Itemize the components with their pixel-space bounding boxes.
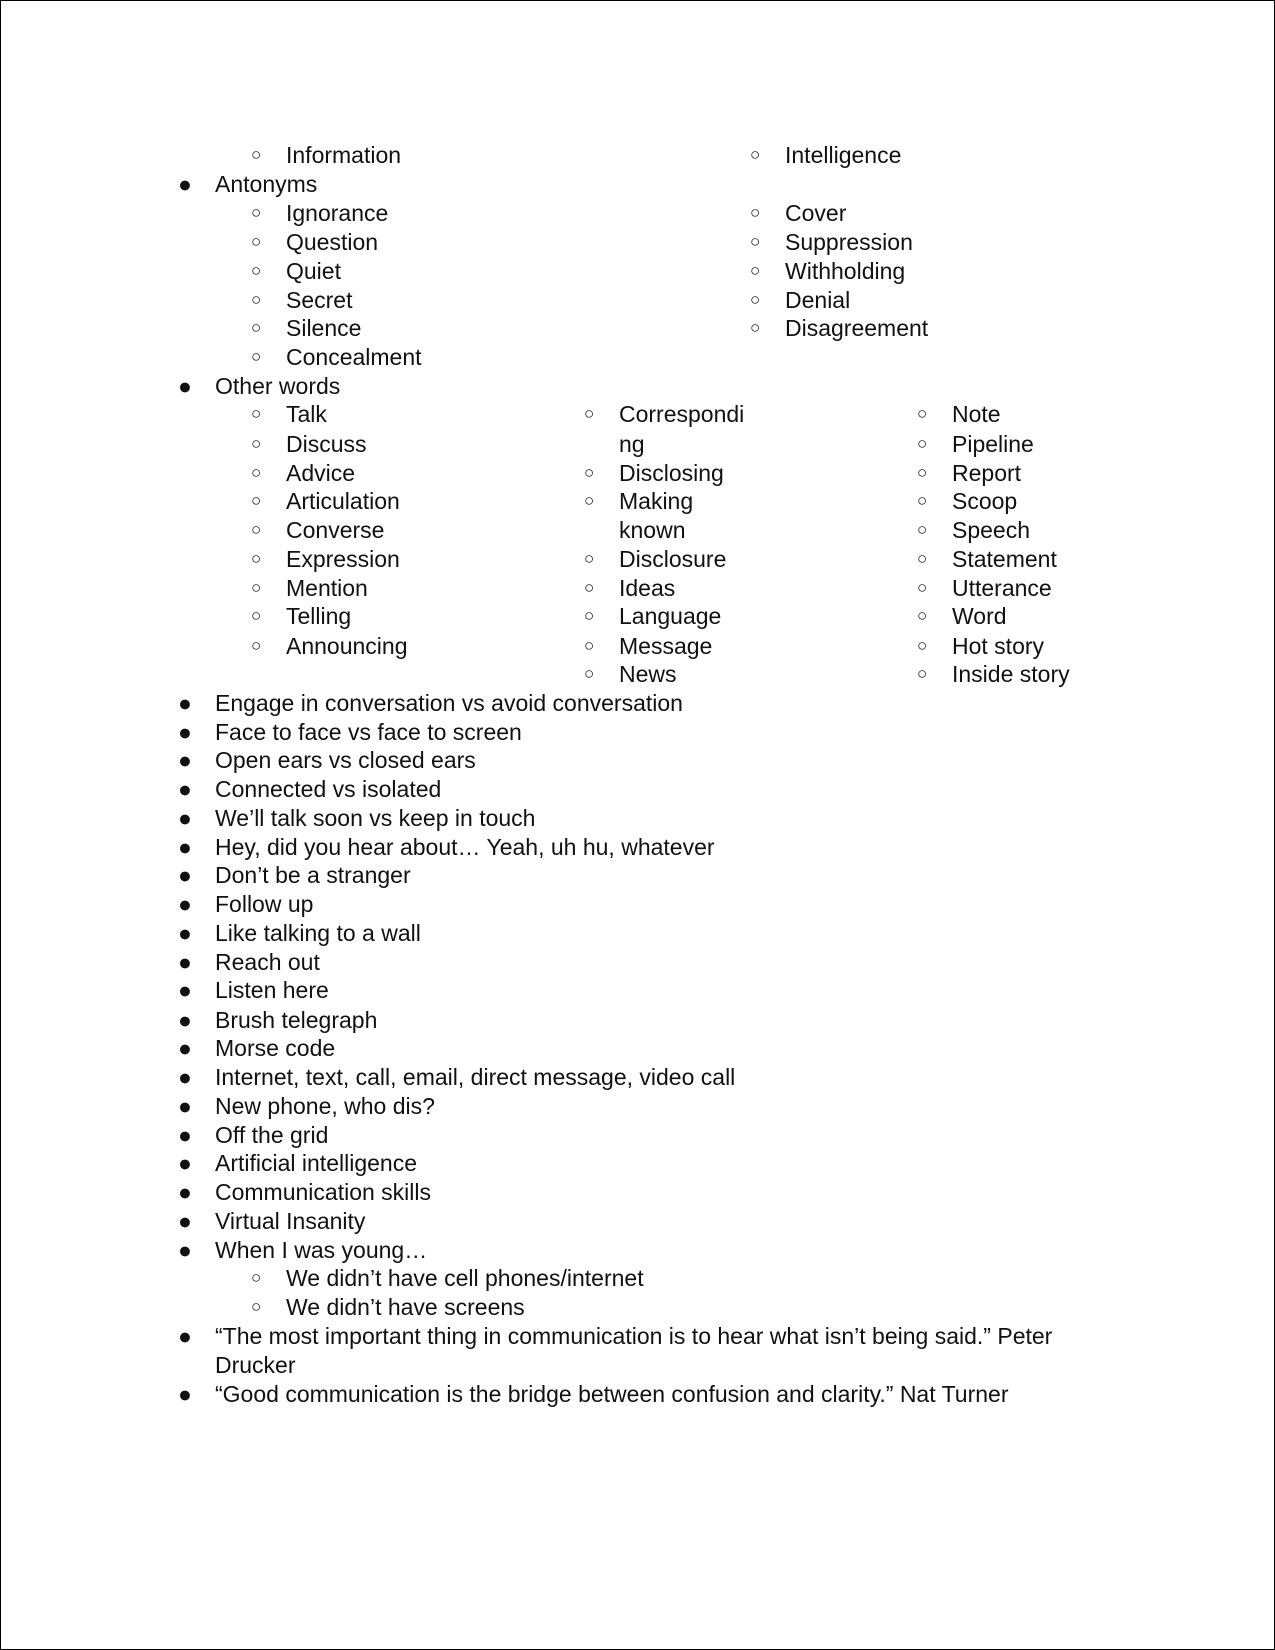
list-item-text: Like talking to a wall (215, 920, 421, 946)
list-item-text: ng (619, 431, 645, 457)
list-item-text: known (619, 517, 686, 543)
list-item-text: Mention (286, 575, 368, 601)
list-item-text: Disclosing (619, 460, 724, 486)
bullet-icon: ● (178, 1093, 192, 1119)
bullet-icon: ● (178, 1381, 192, 1407)
hollow-bullet-icon: ○ (251, 232, 262, 251)
hollow-bullet-icon: ○ (251, 491, 262, 510)
bullet-icon: ● (178, 891, 192, 917)
hollow-bullet-icon: ○ (251, 145, 262, 164)
hollow-bullet-icon: ○ (584, 636, 595, 655)
bullet-icon: ● (178, 747, 192, 773)
bullet-icon: ● (178, 1237, 192, 1263)
hollow-bullet-icon: ○ (251, 347, 262, 366)
hollow-bullet-icon: ○ (750, 318, 761, 337)
bullet-icon: ● (178, 862, 192, 888)
list-item-text: Concealment (286, 344, 422, 370)
list-item-text: Secret (286, 287, 353, 313)
bullet-icon: ● (178, 171, 192, 197)
bullet-icon: ● (178, 373, 192, 399)
hollow-bullet-icon: ○ (251, 290, 262, 309)
hollow-bullet-icon: ○ (584, 664, 595, 683)
bullet-icon: ● (178, 1208, 192, 1234)
list-item-text: Note (952, 401, 1001, 427)
list-item-text: Report (952, 460, 1022, 486)
list-item-text: We’ll talk soon vs keep in touch (215, 805, 536, 831)
list-item-text: Ignorance (286, 200, 389, 226)
hollow-bullet-icon: ○ (917, 463, 928, 482)
list-item-text: Suppression (785, 229, 913, 255)
hollow-bullet-icon: ○ (251, 636, 262, 655)
list-item-text: Converse (286, 517, 385, 543)
hollow-bullet-icon: ○ (251, 318, 262, 337)
list-item-text: Scoop (952, 488, 1018, 514)
bullet-icon: ● (178, 1035, 192, 1061)
hollow-bullet-icon: ○ (251, 606, 262, 625)
hollow-bullet-icon: ○ (251, 578, 262, 597)
hollow-bullet-icon: ○ (251, 463, 262, 482)
list-item-text: Making (619, 488, 694, 514)
list-item-text: Articulation (286, 488, 400, 514)
quote-text: “Good communication is the bridge between confusion and clarity.” Nat Turner (215, 1381, 1009, 1407)
bullet-icon: ● (178, 1007, 192, 1033)
bullet-icon: ● (178, 805, 192, 831)
list-item-text: Intelligence (785, 142, 902, 168)
hollow-bullet-icon: ○ (750, 232, 761, 251)
section-label: Other words (215, 373, 341, 399)
hollow-bullet-icon: ○ (251, 549, 262, 568)
list-item-text: Advice (286, 460, 356, 486)
hollow-bullet-icon: ○ (584, 404, 595, 423)
hollow-bullet-icon: ○ (750, 261, 761, 280)
list-item-text: Statement (952, 546, 1057, 572)
list-item-text: Brush telegraph (215, 1007, 378, 1033)
list-item-text: Language (619, 603, 722, 629)
list-item-text: We didn’t have cell phones/internet (286, 1265, 644, 1291)
hollow-bullet-icon: ○ (917, 434, 928, 453)
bullet-icon: ● (178, 1122, 192, 1148)
list-item-text: We didn’t have screens (286, 1294, 525, 1320)
hollow-bullet-icon: ○ (251, 434, 262, 453)
list-item-text: Virtual Insanity (215, 1208, 366, 1234)
list-item-text: Expression (286, 546, 400, 572)
list-item-text: Quiet (286, 258, 341, 284)
list-item-text: Announcing (286, 633, 408, 659)
list-item-text: Open ears vs closed ears (215, 747, 476, 773)
quote-text: Drucker (215, 1352, 296, 1378)
list-item-text: Ideas (619, 575, 676, 601)
hollow-bullet-icon: ○ (917, 491, 928, 510)
hollow-bullet-icon: ○ (584, 578, 595, 597)
hollow-bullet-icon: ○ (917, 549, 928, 568)
hollow-bullet-icon: ○ (251, 203, 262, 222)
hollow-bullet-icon: ○ (584, 606, 595, 625)
bullet-icon: ● (178, 834, 192, 860)
list-item-text: Listen here (215, 977, 329, 1003)
list-item-text: Reach out (215, 949, 320, 975)
list-item-text: Hot story (952, 633, 1045, 659)
list-item-text: Communication skills (215, 1179, 432, 1205)
bullet-icon: ● (178, 949, 192, 975)
list-item-text: Correspondi (619, 401, 745, 427)
hollow-bullet-icon: ○ (917, 636, 928, 655)
list-item-text: Connected vs isolated (215, 776, 442, 802)
list-item-text: Telling (286, 603, 352, 629)
bullet-icon: ● (178, 977, 192, 1003)
bullet-icon: ● (178, 1064, 192, 1090)
bullet-icon: ● (178, 1150, 192, 1176)
list-item-text: Speech (952, 517, 1031, 543)
list-item-text: Follow up (215, 891, 314, 917)
list-item-text: Engage in conversation vs avoid conversation (215, 690, 683, 716)
list-item-text: Denial (785, 287, 851, 313)
list-item-text: Cover (785, 200, 847, 226)
bullet-icon: ● (178, 1179, 192, 1205)
hollow-bullet-icon: ○ (750, 290, 761, 309)
bullet-icon: ● (178, 920, 192, 946)
list-item-text: Artificial intelligence (215, 1150, 417, 1176)
hollow-bullet-icon: ○ (917, 664, 928, 683)
list-item-text: Disagreement (785, 315, 929, 341)
hollow-bullet-icon: ○ (750, 203, 761, 222)
hollow-bullet-icon: ○ (917, 606, 928, 625)
hollow-bullet-icon: ○ (917, 404, 928, 423)
list-item-text: Internet, text, call, email, direct message, video call (215, 1064, 736, 1090)
list-item-text: Hey, did you hear about… Yeah, uh hu, whatever (215, 834, 715, 860)
bullet-icon: ● (178, 1323, 192, 1349)
hollow-bullet-icon: ○ (251, 261, 262, 280)
hollow-bullet-icon: ○ (584, 549, 595, 568)
list-item-text: Utterance (952, 575, 1052, 601)
list-item-text: Don’t be a stranger (215, 862, 411, 888)
list-item-text: New phone, who dis? (215, 1093, 435, 1119)
list-item-text: Information (286, 142, 402, 168)
list-item-text: Silence (286, 315, 362, 341)
quote-text: “The most important thing in communication is to hear what isn’t being said.” Peter (215, 1323, 1053, 1349)
bullet-icon: ● (178, 690, 192, 716)
list-item-text: Face to face vs face to screen (215, 719, 522, 745)
list-item-text: Discuss (286, 431, 367, 457)
list-item-text: When I was young… (215, 1237, 428, 1263)
list-item-text: Withholding (785, 258, 906, 284)
list-item-text: News (619, 661, 677, 687)
hollow-bullet-icon: ○ (917, 520, 928, 539)
list-item-text: Question (286, 229, 379, 255)
list-item-text: Disclosure (619, 546, 727, 572)
hollow-bullet-icon: ○ (584, 491, 595, 510)
hollow-bullet-icon: ○ (917, 578, 928, 597)
bullet-icon: ● (178, 776, 192, 802)
hollow-bullet-icon: ○ (251, 1268, 262, 1287)
list-item-text: Pipeline (952, 431, 1034, 457)
section-label: Antonyms (215, 171, 318, 197)
list-item-text: Morse code (215, 1035, 336, 1061)
list-item-text: Off the grid (215, 1122, 329, 1148)
hollow-bullet-icon: ○ (251, 1297, 262, 1316)
list-item-text: Word (952, 603, 1007, 629)
hollow-bullet-icon: ○ (251, 404, 262, 423)
hollow-bullet-icon: ○ (750, 145, 761, 164)
bullet-icon: ● (178, 719, 192, 745)
list-item-text: Inside story (952, 661, 1070, 687)
hollow-bullet-icon: ○ (251, 520, 262, 539)
hollow-bullet-icon: ○ (584, 463, 595, 482)
list-item-text: Talk (286, 401, 327, 427)
list-item-text: Message (619, 633, 713, 659)
